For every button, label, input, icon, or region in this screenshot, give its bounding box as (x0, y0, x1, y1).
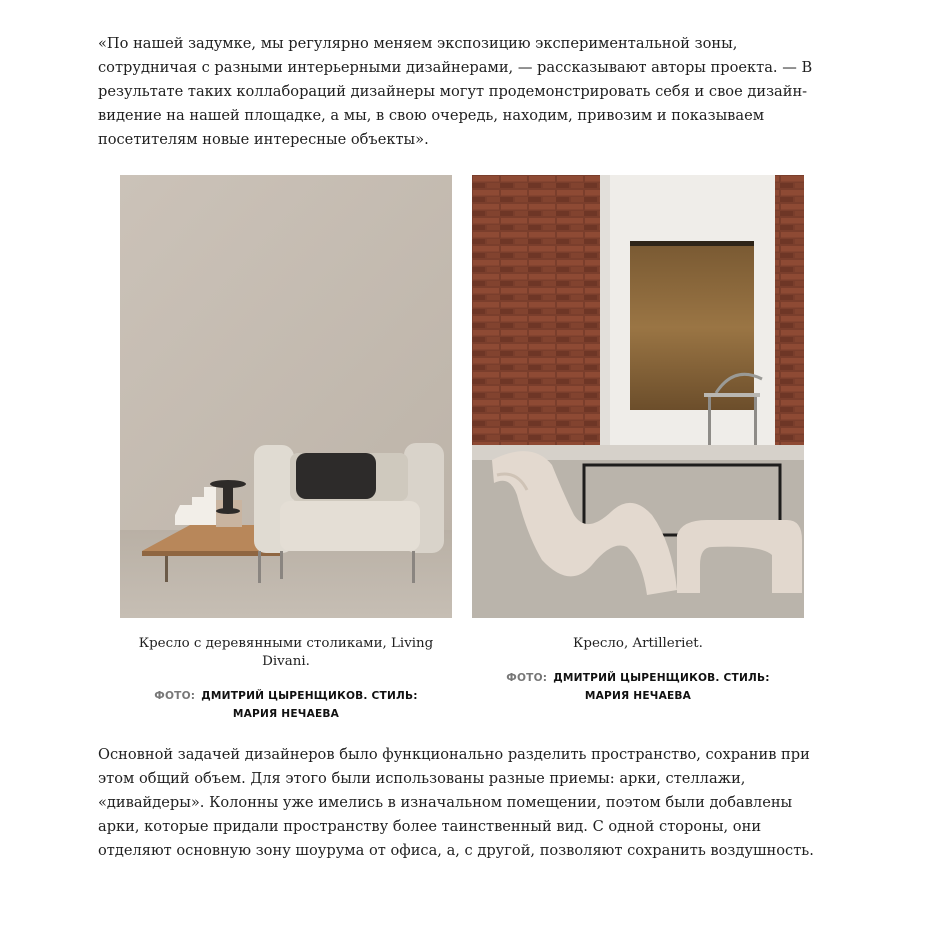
lounge-chair-illustration (472, 175, 804, 618)
figure-caption: Кресло с деревянными столиками, Living Divani. (138, 636, 434, 669)
intro-paragraph: «По нашей задумке, мы регулярно меняем экспозицию экспериментальной зоны, сотрудничая с разными интерьерными дизайнерами, — рассказывают авторы проекта. — В результате таких коллабораций дизайнеры могут продемонстрировать себя и свое дизайн-видение на нашей площадке, а мы, в свою очередь, находим, привозим и показываем посетителям новые интересные объекты». (98, 35, 813, 148)
photo-credit-label: ФОТО: (506, 672, 548, 684)
photo-lounge-chair-brick-wall (472, 175, 804, 618)
photo-credit-label: ФОТО: (154, 690, 196, 702)
photo-credit (136, 687, 436, 723)
figure-caption: Кресло, Artilleriet. (573, 636, 703, 651)
armchair-illustration (120, 175, 452, 618)
photo-armchair-with-tables (120, 175, 452, 618)
photo-credit (488, 669, 788, 705)
figure-armchair-living-divani (120, 175, 452, 723)
figure-armchair-artilleriet (472, 175, 804, 705)
photo-credit-text: ДМИТРИЙ ЦЫРЕНЩИКОВ. СТИЛЬ: МАРИЯ НЕЧАЕВА (201, 690, 418, 720)
photo-credit-text: ДМИТРИЙ ЦЫРЕНЩИКОВ. СТИЛЬ: МАРИЯ НЕЧАЕВА (553, 672, 770, 702)
body-paragraph: Основной задачей дизайнеров было функционально разделить пространство, сохранив при этом общий объем. Для этого были использованы разные приемы: арки, стеллажи, «дивайдеры». Колонны уже имелись в изначальном помещении, поэтом были добавлены арки, которые придали пространству более таинственный вид. С одной стороны, они отделяют основную зону шоурума от офиса, а, с другой, позволяют сохранить воздушность. (98, 746, 814, 859)
